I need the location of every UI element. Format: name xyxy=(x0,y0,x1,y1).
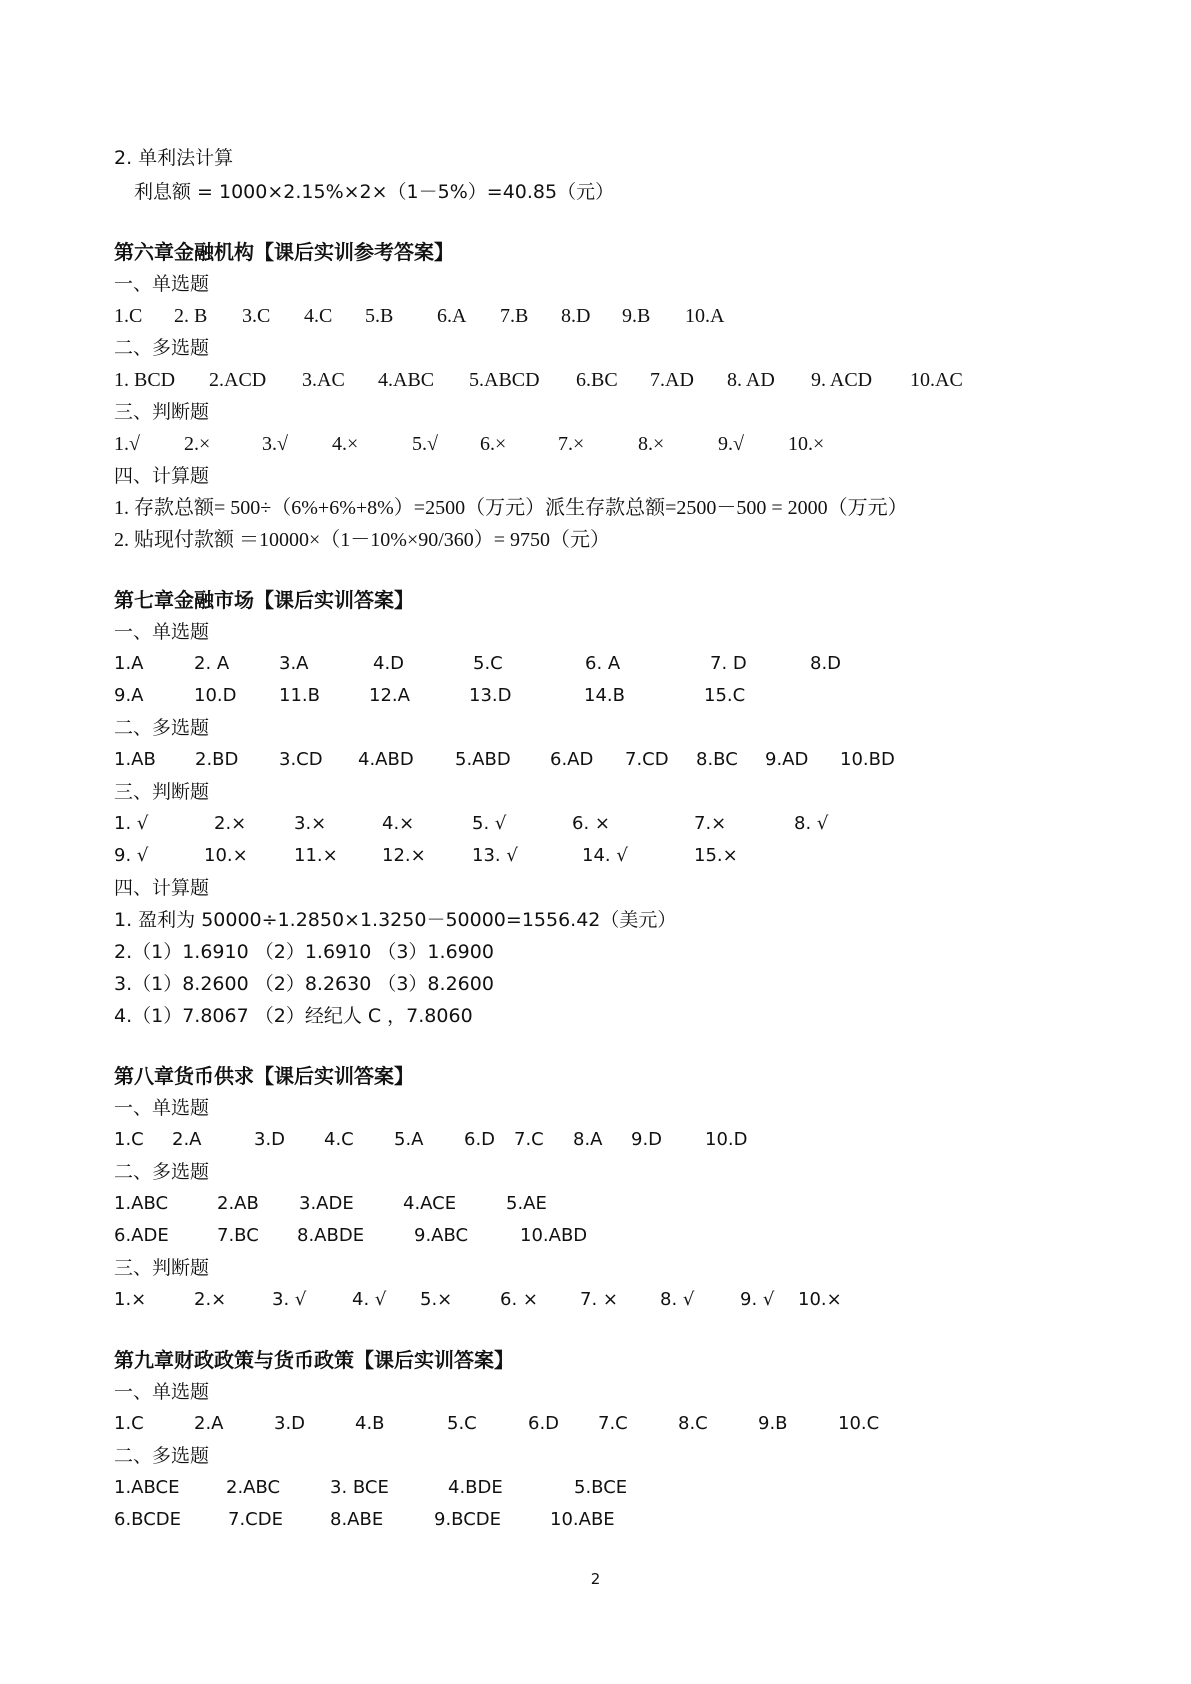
answer: 8.C xyxy=(678,1413,708,1434)
item-2-formula: 利息额 = 1000×2.15%×2×（1－5%）=40.85（元） xyxy=(134,181,615,203)
ch8-judge-label: 三、判断题 xyxy=(114,1257,210,1279)
answer: 1.AB xyxy=(114,749,156,770)
answer: 8.BC xyxy=(696,749,738,770)
answer: 6.BC xyxy=(576,369,618,391)
answer: 1.A xyxy=(114,653,144,674)
ch9-single-label: 一、单选题 xyxy=(114,1381,210,1403)
answer: 8.ABDE xyxy=(297,1225,365,1246)
answer: 3.√ xyxy=(262,433,288,455)
answer: 6. × xyxy=(500,1289,538,1310)
answer: 5. √ xyxy=(472,813,507,834)
answer: 6.D xyxy=(464,1129,496,1150)
answer: 1. √ xyxy=(114,813,149,834)
answer: 3.× xyxy=(294,813,327,834)
ch7-calc-2: 2.（1）1.6910 （2）1.6910 （3）1.6900 xyxy=(114,941,494,963)
answer: 3.ADE xyxy=(299,1193,354,1214)
answer: 3.A xyxy=(279,653,309,674)
answer: 2. A xyxy=(194,653,230,674)
answer: 5.A xyxy=(394,1129,424,1150)
answer: 6. A xyxy=(585,653,621,674)
answer: 4.B xyxy=(355,1413,385,1434)
answer: 7. D xyxy=(710,653,747,674)
answer: 11.B xyxy=(279,685,320,706)
ch6-calc-1: 1. 存款总额= 500÷（6%+6%+8%）=2500（万元）派生存款总额=2500－500 = 2000（万元） xyxy=(114,497,908,519)
answer: 10.AC xyxy=(910,369,963,391)
answer: 8.ABE xyxy=(330,1509,384,1530)
answer: 4. √ xyxy=(352,1289,387,1310)
answer: 12.× xyxy=(382,845,426,866)
answer: 7.C xyxy=(514,1129,544,1150)
answer: 2.A xyxy=(194,1413,224,1434)
answer: 12.A xyxy=(369,685,410,706)
answer: 2.× xyxy=(184,433,211,455)
answer: 7.CDE xyxy=(228,1509,283,1530)
answer: 9.B xyxy=(622,305,651,327)
answer: 3.D xyxy=(254,1129,286,1150)
answer: 1.C xyxy=(114,1413,144,1434)
answer: 7. × xyxy=(580,1289,618,1310)
chapter-9-title: 第九章财政政策与货币政策【课后实训答案】 xyxy=(114,1348,514,1372)
answer: 7.CD xyxy=(625,749,669,770)
answer: 9. √ xyxy=(740,1289,775,1310)
answer: 5.√ xyxy=(412,433,438,455)
answer: 2.ACD xyxy=(209,369,267,391)
answer: 3.CD xyxy=(279,749,323,770)
answer: 9.ABC xyxy=(414,1225,469,1246)
answer: 7.× xyxy=(558,433,585,455)
answer: 13. √ xyxy=(472,845,518,866)
answer: 5.AE xyxy=(506,1193,547,1214)
answer: 2.A xyxy=(172,1129,202,1150)
chapter-6-title: 第六章金融机构【课后实训参考答案】 xyxy=(114,240,454,264)
answer: 1. BCD xyxy=(114,369,176,391)
answer: 6.D xyxy=(528,1413,560,1434)
answer: 5.ABCD xyxy=(469,369,540,391)
item-2-title: 2. 单利法计算 xyxy=(114,147,234,169)
answer: 4.ABD xyxy=(358,749,414,770)
answer: 3. BCE xyxy=(330,1477,389,1498)
answer: 7.C xyxy=(598,1413,628,1434)
answer: 9.B xyxy=(758,1413,788,1434)
answer: 1.√ xyxy=(114,433,140,455)
answer: 1.C xyxy=(114,1129,144,1150)
ch7-single-label: 一、单选题 xyxy=(114,621,210,643)
answer: 6.× xyxy=(480,433,507,455)
answer: 2.BD xyxy=(195,749,239,770)
answer: 1.ABCE xyxy=(114,1477,180,1498)
answer: 2.AB xyxy=(217,1193,259,1214)
answer: 15.× xyxy=(694,845,738,866)
answer: 6.ADE xyxy=(114,1225,169,1246)
answer: 10.× xyxy=(204,845,248,866)
answer: 14. √ xyxy=(582,845,628,866)
answer: 9.A xyxy=(114,685,144,706)
answer: 7.BC xyxy=(217,1225,259,1246)
ch8-single-label: 一、单选题 xyxy=(114,1097,210,1119)
answer: 13.D xyxy=(469,685,512,706)
answer: 3. √ xyxy=(272,1289,307,1310)
answer: 8.D xyxy=(810,653,842,674)
answer: 8.A xyxy=(573,1129,603,1150)
answer: 5.ABD xyxy=(455,749,511,770)
answer: 9.BCDE xyxy=(434,1509,502,1530)
answer: 10.C xyxy=(838,1413,880,1434)
answer: 4.× xyxy=(382,813,415,834)
answer: 3.C xyxy=(242,305,271,327)
answer: 10.BD xyxy=(840,749,895,770)
chapter-7-title: 第七章金融市场【课后实训答案】 xyxy=(114,588,414,612)
page-number: 2 xyxy=(590,1570,601,1588)
ch6-multi-label: 二、多选题 xyxy=(114,337,210,359)
answer: 6. × xyxy=(572,813,610,834)
ch7-calc-label: 四、计算题 xyxy=(114,877,210,899)
answer: 1.× xyxy=(114,1289,147,1310)
answer: 10.× xyxy=(788,433,825,455)
answer: 4.ABC xyxy=(378,369,435,391)
answer: 10.A xyxy=(685,305,725,327)
answer: 8.D xyxy=(561,305,591,327)
answer: 1.ABC xyxy=(114,1193,169,1214)
answer: 9.D xyxy=(631,1129,663,1150)
answer: 2.ABC xyxy=(226,1477,281,1498)
answer: 9. √ xyxy=(114,845,149,866)
ch7-calc-3: 3.（1）8.2600 （2）8.2630 （3）8.2600 xyxy=(114,973,494,995)
ch7-multi-label: 二、多选题 xyxy=(114,717,210,739)
answer: 3.D xyxy=(274,1413,306,1434)
answer: 10.D xyxy=(705,1129,748,1150)
ch6-calc-label: 四、计算题 xyxy=(114,465,210,487)
answer: 5.C xyxy=(447,1413,477,1434)
chapter-8-title: 第八章货币供求【课后实训答案】 xyxy=(114,1064,414,1088)
answer: 9.AD xyxy=(765,749,809,770)
ch7-calc-1: 1. 盈利为 50000÷1.2850×1.3250－50000=1556.42（美元） xyxy=(114,909,677,931)
ch6-single-label: 一、单选题 xyxy=(114,273,210,295)
answer: 14.B xyxy=(584,685,625,706)
answer: 2.× xyxy=(194,1289,227,1310)
answer: 1.C xyxy=(114,305,143,327)
answer: 3.AC xyxy=(302,369,345,391)
answer: 8. AD xyxy=(727,369,775,391)
answer: 6.A xyxy=(437,305,467,327)
answer: 4.C xyxy=(324,1129,354,1150)
answer: 8. √ xyxy=(794,813,829,834)
answer: 9.√ xyxy=(718,433,744,455)
answer: 5.C xyxy=(473,653,503,674)
ch8-multi-label: 二、多选题 xyxy=(114,1161,210,1183)
answer: 7.AD xyxy=(650,369,694,391)
ch6-calc-2: 2. 贴现付款额 ＝10000×（1－10%×90/360）= 9750（元） xyxy=(114,529,611,551)
answer: 8.× xyxy=(638,433,665,455)
answer: 6.BCDE xyxy=(114,1509,182,1530)
answer: 4.ACE xyxy=(403,1193,457,1214)
answer: 10.× xyxy=(798,1289,842,1310)
answer: 10.ABE xyxy=(550,1509,615,1530)
answer: 4.D xyxy=(373,653,405,674)
answer: 7.× xyxy=(694,813,727,834)
answer: 4.C xyxy=(304,305,333,327)
answer: 2. B xyxy=(174,305,208,327)
answer: 10.ABD xyxy=(520,1225,588,1246)
answer: 10.D xyxy=(194,685,237,706)
answer: 5.B xyxy=(365,305,394,327)
answer: 5.× xyxy=(420,1289,453,1310)
ch7-judge-label: 三、判断题 xyxy=(114,781,210,803)
ch9-multi-label: 二、多选题 xyxy=(114,1445,210,1467)
answer: 4.× xyxy=(332,433,359,455)
ch7-calc-4: 4.（1）7.8067 （2）经纪人 C ，7.8060 xyxy=(114,1005,473,1027)
answer: 4.BDE xyxy=(448,1477,503,1498)
answer: 7.B xyxy=(500,305,529,327)
answer: 5.BCE xyxy=(574,1477,628,1498)
answer: 11.× xyxy=(294,845,338,866)
answer: 2.× xyxy=(214,813,247,834)
answer: 15.C xyxy=(704,685,746,706)
answer: 9. ACD xyxy=(811,369,873,391)
answer: 6.AD xyxy=(550,749,594,770)
ch6-judge-label: 三、判断题 xyxy=(114,401,210,423)
answer: 8. √ xyxy=(660,1289,695,1310)
